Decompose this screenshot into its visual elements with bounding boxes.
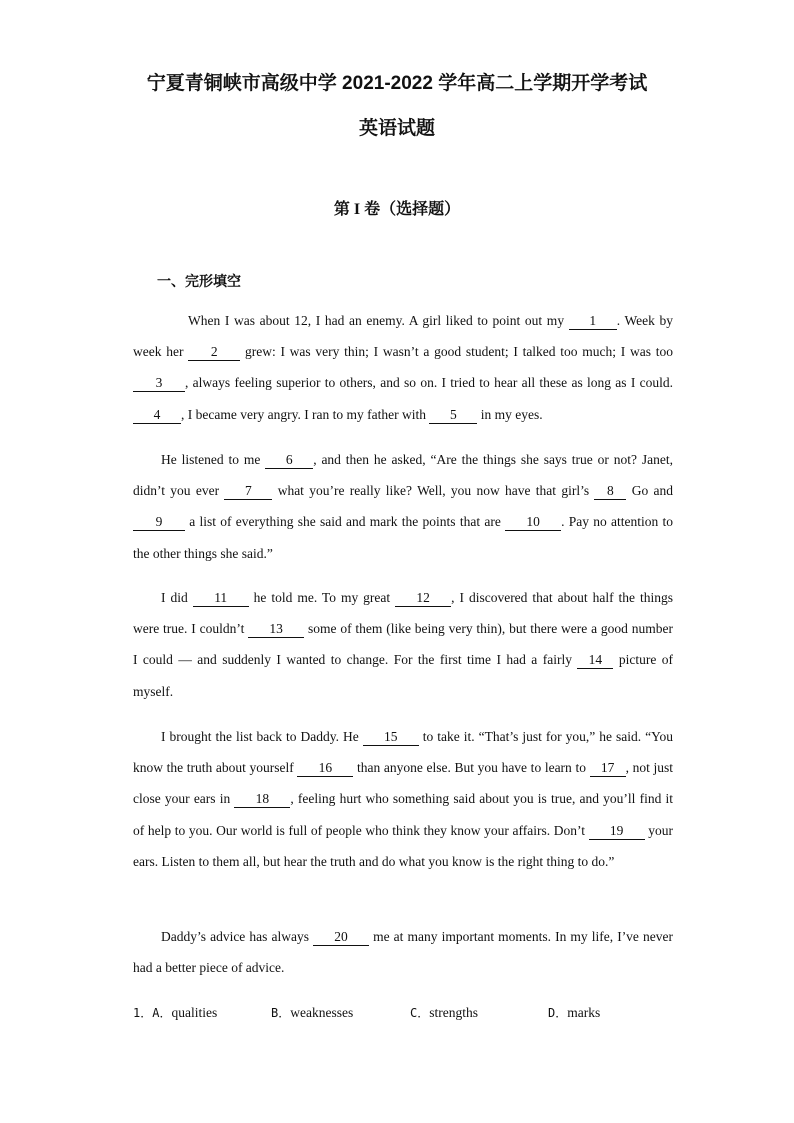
blank-10: 10 bbox=[505, 514, 561, 531]
passage-text: your ears. Listen to them all, but hear the truth and do what you know is the right thing to do.” bbox=[133, 822, 673, 869]
option-letter: A． bbox=[152, 1006, 172, 1020]
blank-1: 1 bbox=[569, 313, 617, 330]
passage-text: I brought the list back to Daddy. He bbox=[161, 729, 363, 744]
passage-text: I did bbox=[161, 590, 193, 605]
passage-text: , I discovered that about half the things were true. I couldn’t bbox=[133, 590, 673, 637]
blank-9: 9 bbox=[133, 514, 185, 531]
question-number: 1． bbox=[133, 1006, 153, 1020]
passage-text: , and then he asked, “Are the things she says true or not? Janet, didn’t you ever bbox=[133, 452, 673, 499]
passage-paragraph-5 bbox=[133, 921, 673, 983]
blank-20: 20 bbox=[313, 929, 369, 946]
blank-8: 8 bbox=[594, 483, 626, 500]
blank-15: 15 bbox=[363, 729, 419, 746]
blank-17: 17 bbox=[590, 760, 626, 777]
passage-text: to take it. “That’s just for you,” he said. “You know the truth about yourself bbox=[133, 729, 673, 776]
passage-text: When I was about 12, I had an enemy. A girl liked to point out my bbox=[188, 313, 569, 328]
blank-4: 4 bbox=[133, 407, 181, 424]
option-letter: C． bbox=[410, 1006, 430, 1020]
exam-title: 宁夏青铜峡市高级中学 2021-2022 学年高二上学期开学考试 bbox=[146, 73, 648, 94]
passage-text: Go and bbox=[626, 483, 673, 499]
blank-3: 3 bbox=[133, 375, 185, 392]
passage-text: , not just close your ears in bbox=[133, 760, 673, 807]
passage-text: . Week by week her bbox=[133, 313, 673, 360]
blank-6: 6 bbox=[265, 452, 313, 469]
passage-text: a list of everything she said and mark the points that are bbox=[185, 514, 506, 530]
passage-text: what you’re really like? Well, you now have that girl’s bbox=[272, 483, 595, 499]
passage-paragraph-2 bbox=[133, 444, 673, 569]
passage-text: picture of myself. bbox=[133, 652, 673, 699]
option-a[interactable] bbox=[133, 1004, 217, 1021]
blank-19: 19 bbox=[589, 823, 645, 840]
blank-5: 5 bbox=[429, 407, 477, 424]
blank-18: 18 bbox=[234, 791, 290, 808]
passage-paragraph-4 bbox=[133, 721, 673, 877]
cloze-heading: 一、完形填空 bbox=[157, 273, 241, 289]
blank-13: 13 bbox=[248, 621, 304, 638]
blank-14: 14 bbox=[577, 652, 613, 669]
option-text: qualities bbox=[171, 1005, 218, 1020]
passage-text: Daddy’s advice has always bbox=[161, 929, 314, 944]
passage-text: , I became very angry. I ran to my father with bbox=[181, 406, 430, 422]
passage-text: me at many important moments. In my life, I’ve never had a better piece of advice. bbox=[133, 929, 673, 976]
blank-16: 16 bbox=[297, 760, 353, 777]
option-text: marks bbox=[567, 1005, 601, 1020]
passage-paragraph-1 bbox=[133, 305, 673, 430]
option-letter: B． bbox=[271, 1006, 291, 1020]
passage-text: , feeling hurt who something said about you is true, and you’ll find it of help to you. Our world is full of people who think they know your affairs. Don’t bbox=[133, 791, 673, 838]
blank-12: 12 bbox=[395, 590, 451, 607]
option-text: weaknesses bbox=[290, 1005, 354, 1020]
passage-text: , always feeling superior to others, and so on. I tried to hear all these as long as I could. bbox=[185, 375, 673, 391]
passage-text: in my eyes. bbox=[477, 406, 543, 422]
option-d[interactable] bbox=[548, 1004, 600, 1021]
option-c[interactable] bbox=[410, 1004, 478, 1021]
passage-text: He listened to me bbox=[161, 452, 266, 467]
blank-2: 2 bbox=[188, 344, 240, 361]
passage-text: he told me. To my great bbox=[248, 590, 396, 605]
exam-subtitle: 英语试题 bbox=[358, 118, 435, 139]
option-text: strengths bbox=[429, 1005, 478, 1020]
blank-11: 11 bbox=[193, 590, 249, 607]
passage-text: some of them (like being very thin), but there were a good number I could — and suddenly I wanted to change. For the first time I had a fairly bbox=[133, 621, 673, 668]
passage-paragraph-3 bbox=[133, 582, 673, 707]
option-letter: D． bbox=[548, 1006, 568, 1020]
section-title: 第 I 卷（选择题） bbox=[333, 201, 461, 218]
blank-7: 7 bbox=[224, 483, 272, 500]
passage-text: grew: I was very thin; I wasn’t a good student; I talked too much; I was too bbox=[240, 344, 673, 360]
option-b[interactable] bbox=[271, 1004, 353, 1021]
passage-text: . Pay no attention to the other things she said.” bbox=[133, 514, 673, 561]
passage-text: than anyone else. But you have to learn to bbox=[353, 760, 590, 776]
